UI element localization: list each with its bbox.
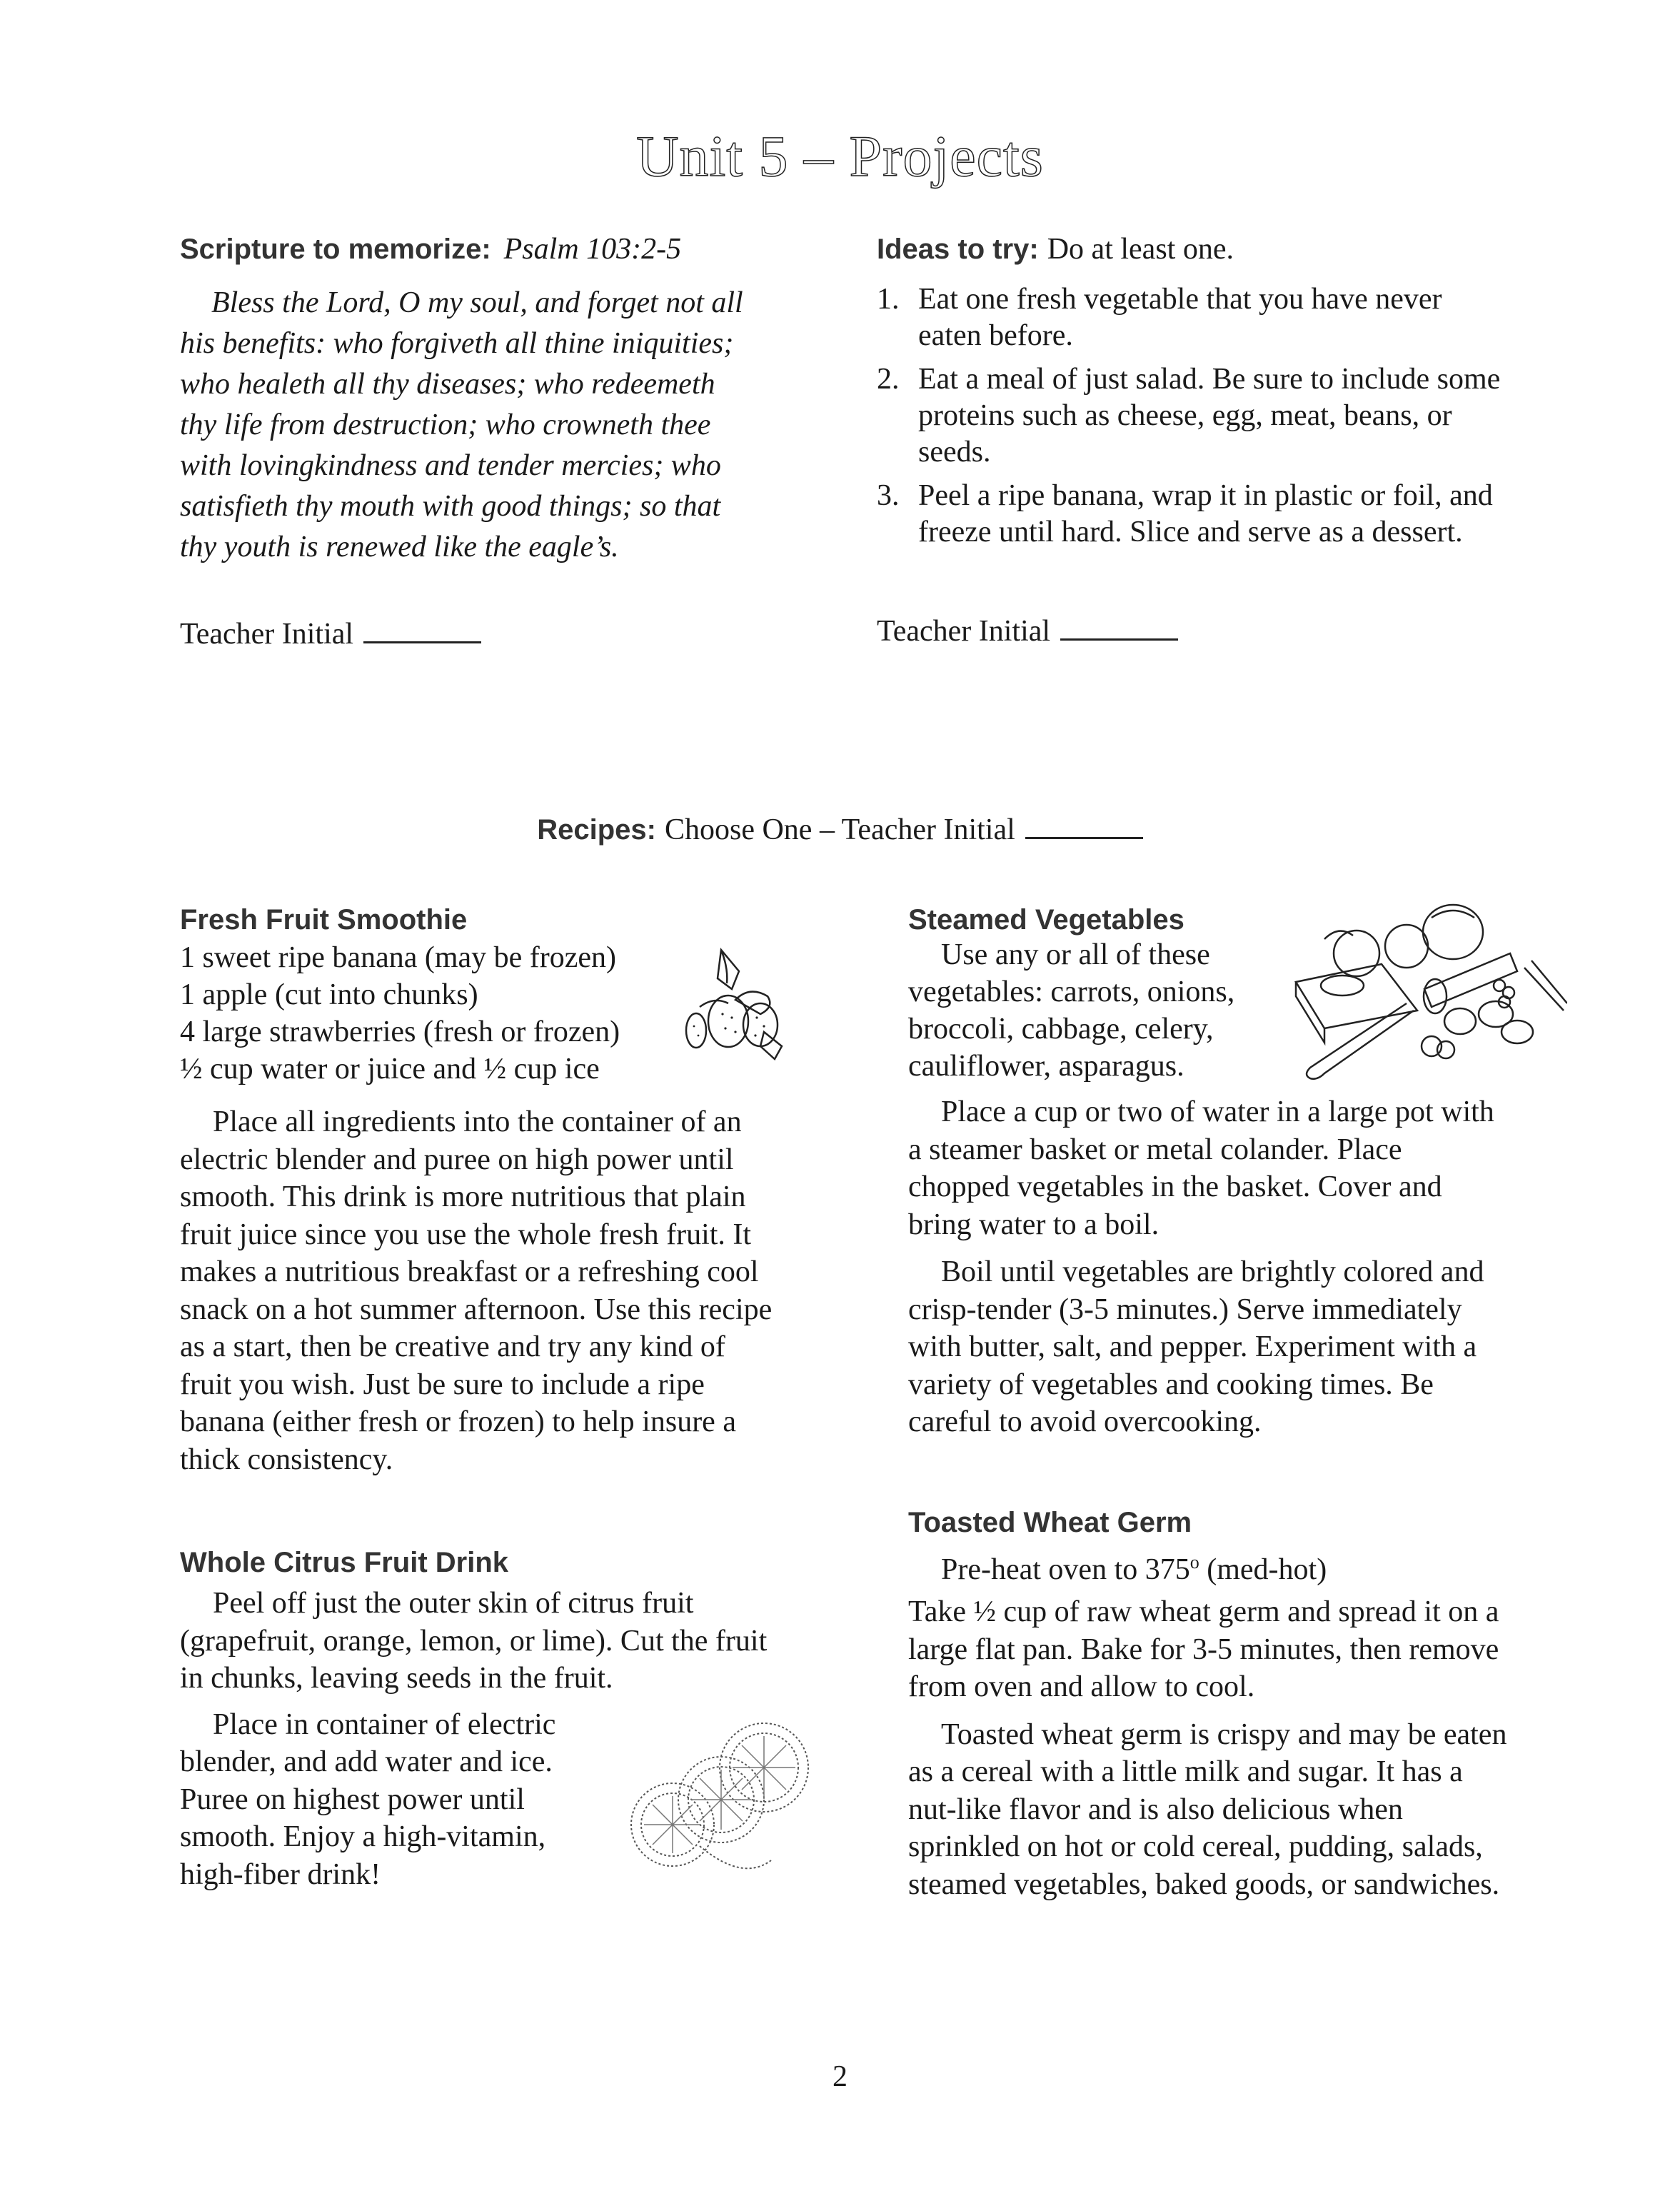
teacher-initial-label: Teacher Initial <box>877 615 1051 648</box>
ingredient: 4 large strawberries (fresh or frozen) <box>180 1016 620 1048</box>
degree-mark: o <box>1189 1552 1199 1573</box>
idea-number: 1. <box>877 283 900 316</box>
recipe-instructions <box>180 1585 844 1698</box>
scripture-reference: Psalm 103:2-5 <box>503 233 682 266</box>
intro-line: vegetables: carrots, onions, <box>908 976 1235 1008</box>
preheat-text: Pre-heat oven to 375 <box>941 1553 1190 1586</box>
teacher-initial-blank[interactable] <box>363 616 481 643</box>
scripture-heading: Scripture to memorize: <box>180 234 491 265</box>
instruction-line: Puree on highest power until <box>180 1783 525 1816</box>
ideas-subheading: Do at least one. <box>1047 233 1234 266</box>
recipe-instructions <box>908 1593 1579 1706</box>
scripture-line: thy youth is renewed like the eagle’s. <box>180 531 619 563</box>
recipe-heading: Whole Citrus Fruit Drink <box>180 1547 508 1578</box>
recipe-heading: Toasted Wheat Germ <box>908 1507 1192 1538</box>
ideas-heading: Ideas to try: <box>877 234 1039 265</box>
instruction-line: as a start, then be creative and try any kind of <box>180 1330 725 1363</box>
instruction-line: steamed vegetables, baked goods, or sandwiches. <box>908 1867 1500 1901</box>
page-number: 2 <box>833 2060 847 2093</box>
idea-number: 3. <box>877 479 900 512</box>
citrus-slices-illustration-icon <box>621 1710 821 1882</box>
instruction-line: smooth. Enjoy a high-vitamin, <box>180 1820 546 1853</box>
instruction-line: snack on a hot summer afternoon. Use this recipe <box>180 1293 773 1326</box>
recipe-instructions <box>180 1103 837 1478</box>
intro-line: Use any or all of these <box>941 938 1210 971</box>
vegetables-illustration-icon <box>1282 903 1567 1089</box>
scripture-line: who healeth all thy diseases; who redeemeth <box>180 368 715 401</box>
scripture-section <box>180 231 823 568</box>
recipe-wheat-germ <box>908 1507 1579 1903</box>
scripture-text <box>180 283 823 568</box>
ideas-section <box>877 231 1562 558</box>
recipe-heading: Steamed Vegetables <box>908 904 1184 936</box>
idea-line: proteins such as cheese, egg, meat, beans, or <box>918 399 1452 432</box>
idea-item <box>877 478 1562 551</box>
instruction-line: careful to avoid overcooking. <box>908 1405 1262 1438</box>
instruction-line: high-fiber drink! <box>180 1857 381 1891</box>
instruction-line: Place in container of electric <box>213 1708 556 1741</box>
idea-line: Eat one fresh vegetable that you have never <box>918 283 1442 316</box>
instruction-line: Peel off just the outer skin of citrus fruit <box>213 1587 694 1620</box>
instruction-line: nut-like flavor and is also delicious when <box>908 1793 1403 1826</box>
strawberry-illustration-icon <box>678 946 800 1061</box>
instruction-line: from oven and allow to cool. <box>908 1670 1255 1703</box>
instruction-line: bring water to a boil. <box>908 1208 1160 1241</box>
ideas-teacher-initial <box>877 613 1178 651</box>
preheat-text-suffix: (med-hot) <box>1199 1553 1327 1586</box>
instruction-line: in chunks, leaving seeds in the fruit. <box>180 1662 613 1695</box>
scripture-line: Bless the Lord, O my soul, and forget not all <box>211 286 743 319</box>
teacher-initial-blank[interactable] <box>1025 811 1143 839</box>
instruction-line: smooth. This drink is more nutritious that plain <box>180 1180 746 1213</box>
teacher-initial-label: Teacher Initial <box>180 618 354 651</box>
ingredient: 1 sweet ripe banana (may be frozen) <box>180 941 617 974</box>
ideas-list <box>877 281 1562 551</box>
idea-line: Eat a meal of just salad. Be sure to include some <box>918 363 1501 396</box>
instruction-line: makes a nutritious breakfast or a refreshing cool <box>180 1255 759 1288</box>
scripture-line: satisfieth thy mouth with good things; so that <box>180 490 721 523</box>
instruction-line: crisp-tender (3-5 minutes.) Serve immediately <box>908 1293 1462 1326</box>
instruction-line: chopped vegetables in the basket. Cover and <box>908 1170 1442 1203</box>
recipe-instructions <box>908 1093 1579 1243</box>
instruction-line: fruit you wish. Just be sure to include a ripe <box>180 1368 705 1401</box>
instruction-line: variety of vegetables and cooking times. Be <box>908 1368 1434 1401</box>
instruction-line: (grapefruit, orange, lemon, or lime). Cut the fruit <box>180 1624 768 1658</box>
instruction-line: electric blender and puree on high power until <box>180 1143 734 1176</box>
instruction-line: fruit juice since you use the whole fresh fruit. It <box>180 1218 752 1251</box>
instruction-line: banana (either fresh or frozen) to help insure a <box>180 1405 736 1438</box>
scripture-line: his benefits: who forgiveth all thine iniquities; <box>180 327 734 360</box>
recipe-instructions <box>908 1716 1579 1904</box>
recipes-heading-row <box>0 811 1680 849</box>
page-title: Unit 5 – Projects <box>636 124 1044 189</box>
instruction-line: with butter, salt, and pepper. Experiment with a <box>908 1330 1477 1363</box>
instruction-line: Boil until vegetables are brightly colored and <box>941 1255 1484 1288</box>
idea-line: seeds. <box>918 436 991 468</box>
recipes-subheading: Choose One – Teacher Initial <box>664 813 1015 846</box>
ingredient: ½ cup water or juice and ½ cup ice <box>180 1053 600 1086</box>
instruction-line: thick consistency. <box>180 1443 393 1476</box>
instruction-line: as a cereal with a little milk and sugar. It has a <box>908 1755 1463 1788</box>
intro-line: cauliflower, asparagus. <box>908 1050 1184 1083</box>
scripture-teacher-initial <box>180 616 481 653</box>
scripture-line: with lovingkindness and tender mercies; who <box>180 449 721 482</box>
instruction-line: Take ½ cup of raw wheat germ and spread it on a <box>908 1595 1499 1628</box>
idea-line: Peel a ripe banana, wrap it in plastic or foil, and <box>918 479 1493 512</box>
instruction-line: large flat pan. Bake for 3-5 minutes, then remove <box>908 1633 1499 1666</box>
idea-line: freeze until hard. Slice and serve as a dessert. <box>918 516 1463 548</box>
instruction-line: Place all ingredients into the container of an <box>213 1105 742 1138</box>
idea-number: 2. <box>877 363 900 396</box>
idea-item <box>877 281 1562 354</box>
idea-line: eaten before. <box>918 319 1073 352</box>
instruction-line: Place a cup or two of water in a large pot with <box>941 1095 1494 1128</box>
instruction-line: a steamer basket or metal colander. Place <box>908 1133 1402 1166</box>
ingredient: 1 apple (cut into chunks) <box>180 978 478 1011</box>
instruction-line: sprinkled on hot or cold cereal, pudding, salads, <box>908 1830 1483 1863</box>
recipes-heading: Recipes: <box>537 814 656 846</box>
scripture-line: thy life from destruction; who crowneth thee <box>180 408 711 441</box>
instruction-line: blender, and add water and ice. <box>180 1745 553 1778</box>
recipe-heading: Fresh Fruit Smoothie <box>180 904 468 936</box>
preheat-line <box>908 1542 1579 1590</box>
teacher-initial-blank[interactable] <box>1060 613 1178 641</box>
instruction-line: Toasted wheat germ is crispy and may be eaten <box>941 1718 1507 1751</box>
intro-line: broccoli, cabbage, celery, <box>908 1013 1214 1046</box>
idea-item <box>877 361 1562 471</box>
recipe-instructions <box>908 1253 1579 1441</box>
